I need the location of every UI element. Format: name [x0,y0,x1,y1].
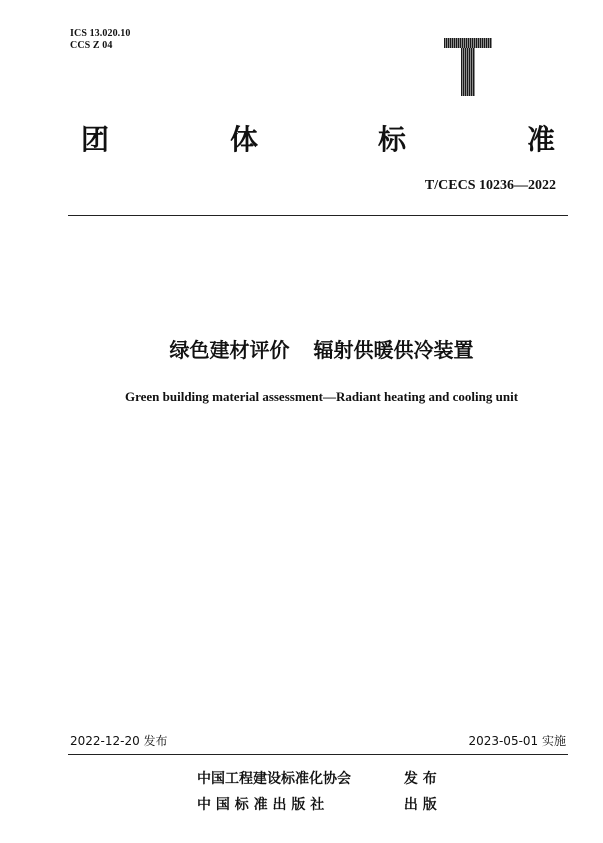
publisher-name: 中 国 标 准 出 版 社 [197,797,325,813]
publisher-row [197,796,437,814]
ccs-code: CCS Z 04 [70,40,113,51]
standard-number: T/CECS 10236—2022 [424,178,556,193]
top-divider [68,215,568,216]
standard-type [0,124,603,158]
issuing-organization-row [197,770,437,788]
chinese-title-part-1: 绿色建材评价 [169,338,290,362]
publisher-action: 出 版 [403,797,437,813]
ics-code: ICS 13.020.10 [70,28,131,39]
issue-date: 2022-12-20 发布 [70,734,168,748]
group-standard-t-mark [444,38,492,96]
bottom-divider [68,754,568,755]
t-mark-stem [461,48,475,96]
standard-type-char-4: 准 [527,123,556,156]
standard-type-char-3: 标 [378,123,407,156]
t-mark-top-bar [444,38,492,48]
implementation-date: 2023-05-01 实施 [468,734,566,748]
standard-type-char-2: 体 [230,123,259,156]
chinese-title-part-2: 辐射供暖供冷装置 [313,338,474,362]
classification-codes [70,28,130,52]
standard-type-char-1: 团 [81,123,110,156]
issuing-organization: 中国工程建设标准化协会 [197,771,351,787]
issuing-action: 发 布 [403,771,437,787]
chinese-title [0,337,603,363]
english-title: Green building material assessment—Radiant heating and cooling unit [124,389,519,404]
